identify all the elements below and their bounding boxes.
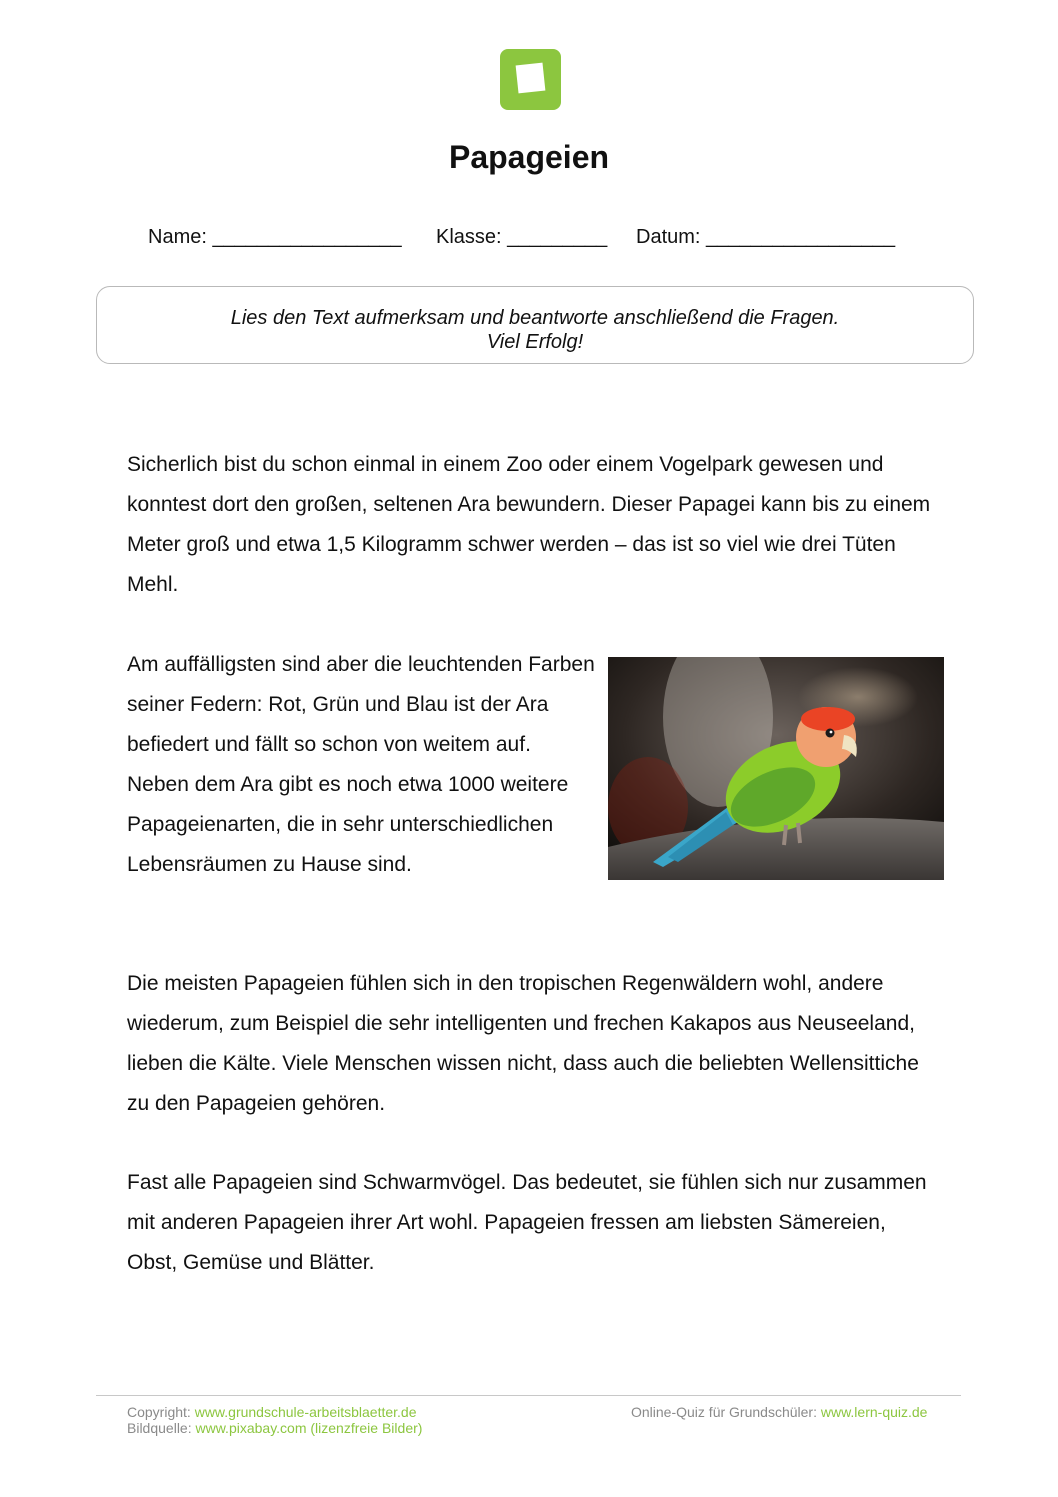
paragraph-3: Die meisten Papageien fühlen sich in den tropischen Regenwäldern wohl, andere wiederum, zum Beispiel die sehr intelligenten und frechen Kakapos aus Neuseeland, lieben die Kälte. Viele Menschen wissen nicht, dass auch die beliebten Wellensittiche zu den Papageien gehören. (127, 972, 919, 1115)
quiz-label: Online-Quiz für Grundschüler: (631, 1404, 817, 1420)
class-line: _________ (507, 226, 608, 248)
source-label: Bildquelle: (127, 1420, 192, 1436)
name-line: _________________ (212, 226, 402, 248)
page-title: Papageien (448, 139, 610, 175)
footer-quiz (631, 1404, 927, 1420)
square-logo-icon (500, 49, 561, 110)
logo-inner-square (516, 63, 546, 94)
name-field (148, 226, 402, 249)
class-label: Klasse: (436, 226, 502, 248)
instruction-line-2: Viel Erfolg! (486, 331, 584, 353)
instruction-box (96, 286, 974, 364)
name-label: Name: (148, 226, 207, 248)
parrot-photo (608, 657, 944, 880)
paragraph-1: Sicherlich bist du schon einmal in einem Zoo oder einem Vogelpark gewesen und konntest dort den großen, seltenen Ara bewundern. Dieser Papagei kann bis zu einem Meter groß und etwa 1,5 Kilogramm schwer werden – das ist so viel wie drei Tüten Mehl. (127, 453, 931, 596)
paragraph-4: Fast alle Papageien sind Schwarmvögel. Das bedeutet, sie fühlen sich nur zusammen mit anderen Papageien ihrer Art wohl. Papageien fressen am liebsten Sämereien, Obst, Gemüse und Blätter. (127, 1171, 927, 1274)
instruction-line-1: Lies den Text aufmerksam und beantworte anschließend die Fragen. (230, 307, 840, 329)
paragraph-2: Am auffälligsten sind aber die leuchtenden Farben seiner Federn: Rot, Grün und Blau ist der Ara befiedert und fällt so schon von weitem auf. Neben dem Ara gibt es noch etwa 1000 weitere Papageienarten, die in sehr unterschiedlichen Lebensräumen zu Hause sind. (127, 653, 595, 876)
parrot-illustration (608, 657, 944, 880)
copyright-link[interactable]: www.grundschule-arbeitsblaetter.de (194, 1404, 417, 1420)
footer-image-source (127, 1420, 422, 1436)
copyright-label: Copyright: (127, 1404, 191, 1420)
footer-copyright (127, 1404, 417, 1420)
footer-divider (96, 1395, 961, 1396)
class-field (436, 226, 607, 249)
date-line: _________________ (706, 226, 896, 248)
date-label: Datum: (636, 226, 701, 248)
date-field (636, 226, 895, 249)
source-link[interactable]: www.pixabay.com (lizenzfreie Bilder) (195, 1420, 423, 1436)
quiz-link[interactable]: www.lern-quiz.de (820, 1404, 928, 1420)
